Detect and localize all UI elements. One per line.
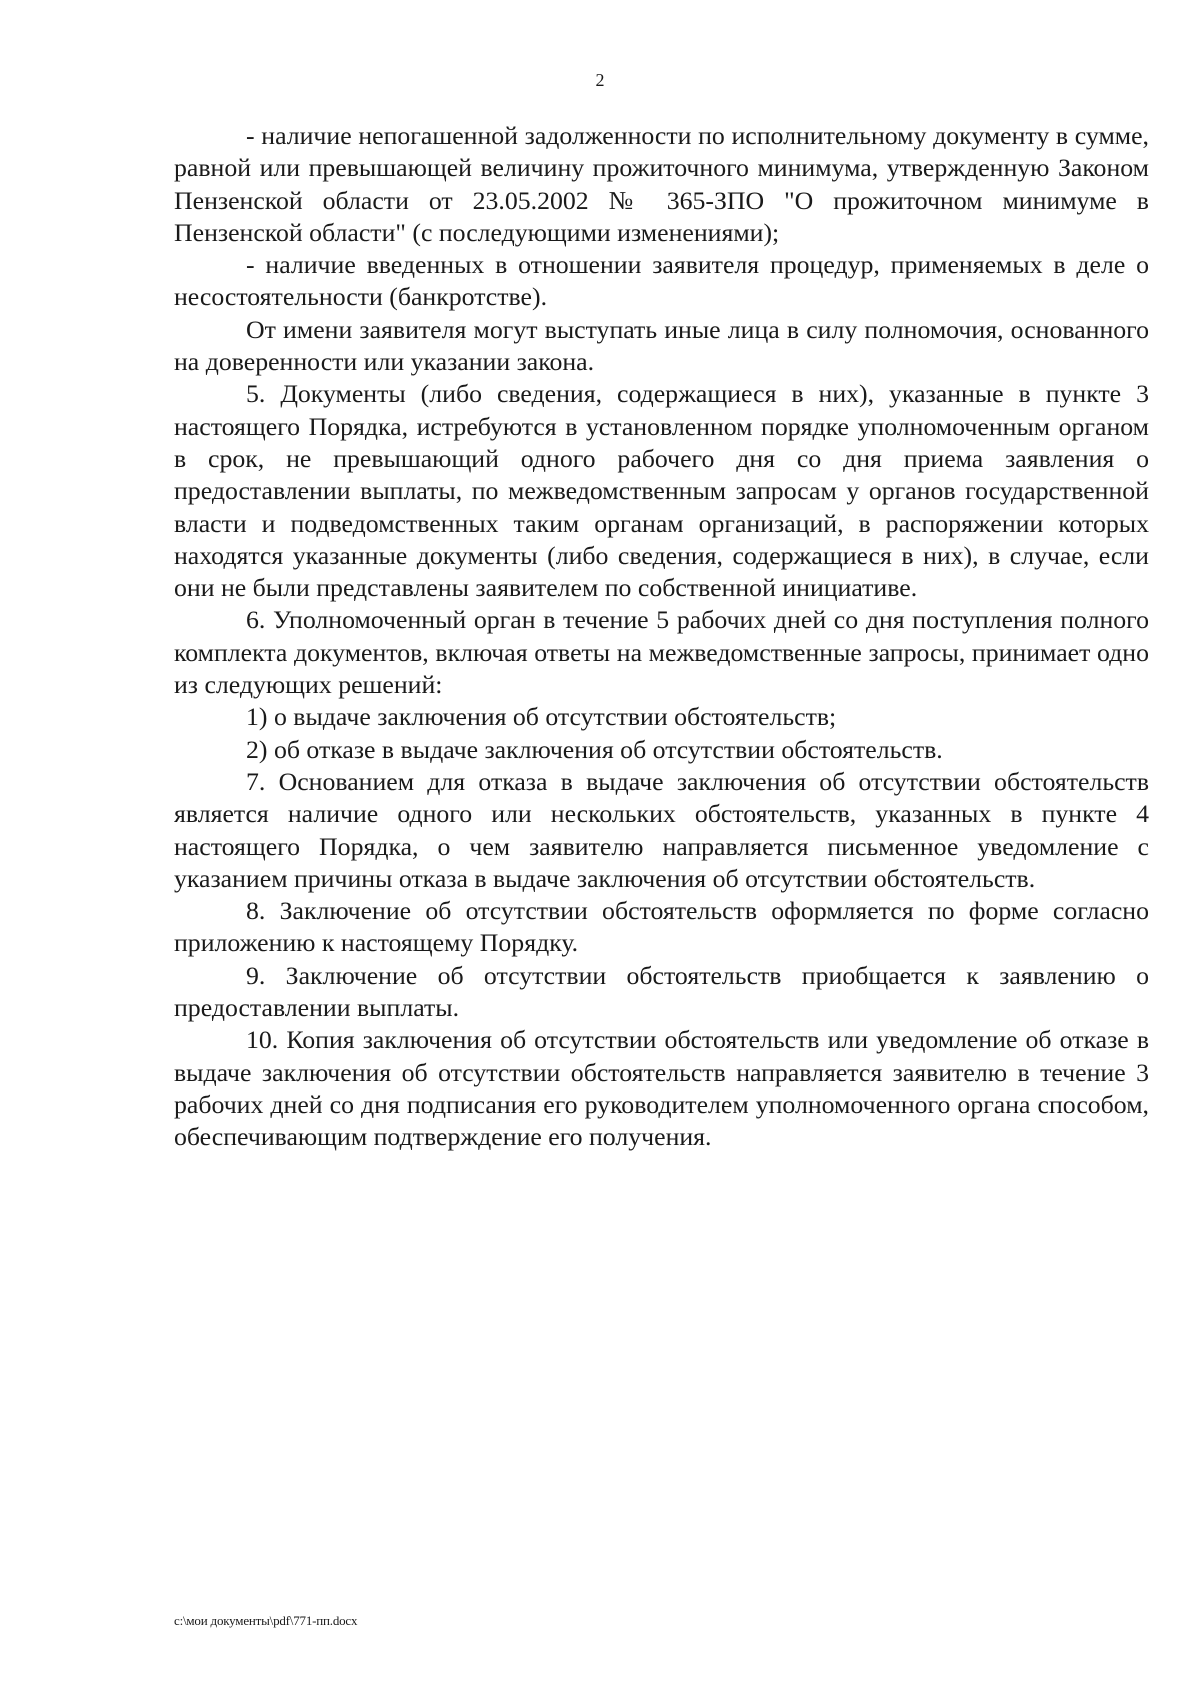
paragraph-decision-2: 2) об отказе в выдаче заключения об отсутствии обстоятельств. — [246, 734, 943, 764]
paragraph-representatives: От имени заявителя могут выступать иные лица в силу полномочия, основанного на доверенности или указании закона. — [174, 314, 1149, 377]
footer-file-path: c:\мои документы\pdf\771-пп.docx — [174, 1613, 358, 1628]
paragraph-decision-1: 1) о выдаче заключения об отсутствии обстоятельств; — [246, 702, 837, 732]
document-body — [174, 120, 1149, 1154]
paragraph-item-10: 10. Копия заключения об отсутствии обстоятельств или уведомление об отказе в выдаче заключения об отсутствии обстоятельств направляется заявителю в течение 3 рабочих дней со дня подписания его руководителем уполномоченного органа способом, обеспечивающим подтверждение его получения. — [174, 1025, 1149, 1152]
paragraph-debt-condition: - наличие непогашенной задолженности по исполнительному документу в сумме, равной или превышающей величину прожиточного минимума, утвержденную Законом Пензенской области от 23.05.2002 № 365-ЗПО "О прожиточном минимуме в Пензенской области" (с последующими изменениями); — [174, 121, 1149, 247]
paragraph-item-8: 8. Заключение об отсутствии обстоятельств оформляется по форме согласно приложению к настоящему Порядку. — [174, 896, 1149, 958]
page-number: 2 — [595, 70, 605, 90]
paragraph-bankruptcy-condition: - наличие введенных в отношении заявителя процедур, применяемых в деле о несостоятельности (банкротстве). — [174, 250, 1149, 312]
paragraph-item-9: 9. Заключение об отсутствии обстоятельств приобщается к заявлению о предоставлении выплаты. — [174, 960, 1149, 1023]
paragraph-item-5: 5. Документы (либо сведения, содержащиеся в них), указанные в пункте 3 настоящего Порядка, истребуются в установленном порядке уполномоченным органом в срок, не превышающий одного рабочего дня со дня приема заявления о предоставлении выплаты, по межведомственным запросам у органов государственной власти и подведомственных таким органам организаций, в распоряжении которых находятся указанные документы (либо сведения, содержащиеся в них), в случае, если они не были представлены заявителем по собственной инициативе. — [174, 379, 1149, 603]
paragraph-item-6: 6. Уполномоченный орган в течение 5 рабочих дней со дня поступления полного комплекта документов, включая ответы на межведомственные запросы, принимает одно из следующих решений: — [174, 605, 1149, 700]
paragraph-item-7: 7. Основанием для отказа в выдаче заключения об отсутствии обстоятельств является наличие одного или нескольких обстоятельств, указанных в пункте 4 настоящего Порядка, о чем заявителю направляется письменное уведомление с указанием причины отказа в выдаче заключения об отсутствии обстоятельств. — [174, 766, 1149, 893]
